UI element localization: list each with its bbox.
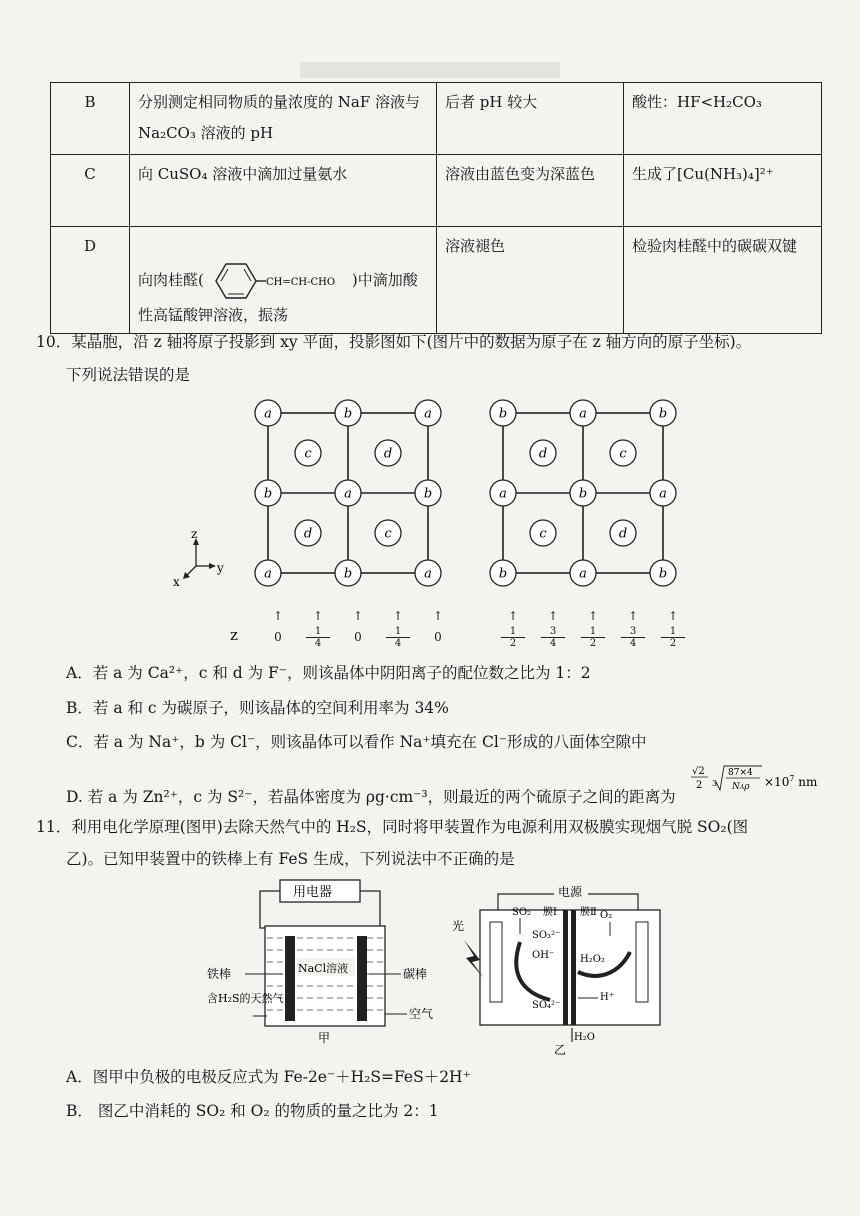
right-atom-label: a [499, 486, 507, 502]
row-phenomenon: 溶液由蓝色变为深蓝色 [437, 155, 624, 227]
o2-label: O₂ [600, 910, 613, 921]
row-operation [130, 227, 437, 334]
table-row [51, 227, 822, 334]
z-value: 0 [274, 630, 282, 644]
projection-right [485, 395, 680, 645]
left-atom-label: b [343, 566, 353, 582]
right-z-coordinate [661, 610, 685, 649]
left-atom-label: a [264, 406, 272, 422]
left-atom-label: a [344, 486, 352, 502]
q11-stem-line1: 11．利用电化学原理(图甲)去除天然气中的 H₂S，同时将甲装置作为电源利用双极膜实现烟气脱 SO₂(图 [36, 818, 749, 836]
svg-text:3: 3 [712, 779, 718, 788]
row-conclusion: 生成了[Cu(NH₃)₄]²⁺ [624, 155, 822, 227]
up-arrow-icon: ↑ [667, 609, 679, 623]
svg-text:87×4: 87×4 [728, 768, 753, 778]
op-suffix: )中滴加酸性高锰酸钾溶液，振荡 [138, 271, 418, 324]
row-option: D [51, 227, 130, 334]
left-atom-label: d [383, 446, 393, 462]
up-arrow-icon: ↑ [432, 609, 444, 623]
axis-z-label: z [191, 528, 198, 541]
power-label: 电源 [558, 885, 583, 899]
q10-option-d: D. 若 a 为 Zn²⁺，c 为 S²⁻，若晶体密度为 ρg·cm⁻³，则最近的两个硫原子之间的距离为 [66, 788, 676, 806]
so4-label: SO₄²⁻ [532, 1000, 561, 1011]
axis-y-label: y [217, 561, 224, 575]
left-atom-label: a [264, 566, 272, 582]
right-z-coordinate [581, 610, 605, 649]
z-value: 3 4 [541, 626, 565, 649]
row-conclusion: 酸性：HF<H₂CO₃ [624, 83, 822, 155]
air-label: 空气 [409, 1007, 434, 1021]
up-arrow-icon: ↑ [547, 609, 559, 623]
right-atom-label: b [498, 566, 508, 582]
row-operation: 分别测定相同物质的量浓度的 NaF 溶液与 Na₂CO₃ 溶液的 pH [130, 83, 437, 155]
left-z-coordinate [426, 610, 450, 644]
op-prefix: 向肉桂醛( [138, 271, 204, 289]
figure-jia [205, 878, 445, 1048]
row-conclusion: 检验肉桂醛中的碳碳双键 [624, 227, 822, 334]
svg-text:2: 2 [696, 780, 703, 791]
z-value: 1 4 [306, 626, 330, 649]
z-value: 1 2 [581, 626, 605, 649]
svg-text:×107 nm: $\times 10^7$ nm [764, 774, 818, 789]
table-row [51, 83, 822, 155]
left-z-coordinate [346, 610, 370, 644]
right-atom-label: c [619, 446, 627, 462]
z-value: 1 4 [386, 626, 410, 649]
device-label: 用电器 [293, 885, 333, 900]
up-arrow-icon: ↑ [507, 609, 519, 623]
xyz-axes [168, 528, 228, 588]
membrane1-label: 膜Ⅰ [543, 907, 557, 918]
z-value: 1 2 [501, 626, 525, 649]
row-option: C [51, 155, 130, 227]
so3-label: SO₃²⁻ [532, 930, 561, 941]
z-value: 1 2 [661, 626, 685, 649]
right-atom-label: b [498, 406, 508, 422]
right-atom-label: a [659, 486, 667, 502]
left-atom-label: b [343, 406, 353, 422]
row-phenomenon: 溶液褪色 [437, 227, 624, 334]
q10-option-c: C．若 a 为 Na⁺，b 为 Cl⁻，则该晶体可以看作 Na⁺填充在 Cl⁻形成的八面体空隙中 [66, 733, 647, 751]
cinnamaldehyde-structure [204, 261, 352, 301]
projection-left [250, 395, 445, 645]
h2o2-label: H₂O₂ [580, 954, 605, 965]
up-arrow-icon: ↑ [352, 609, 364, 623]
row-operation: 向 CuSO₄ 溶液中滴加过量氨水 [130, 155, 437, 227]
oh-label: OH⁻ [532, 950, 555, 961]
left-atom-label: b [263, 486, 273, 502]
right-z-coordinate [501, 610, 525, 649]
fig-yi-name: 乙 [554, 1043, 567, 1057]
q10-stem-line2: 下列说法错误的是 [66, 366, 191, 384]
right-z-coordinate [621, 610, 645, 649]
z-coordinate-row [230, 610, 700, 650]
left-atom-label: a [424, 566, 432, 582]
left-atom-label: c [384, 526, 392, 542]
right-z-coordinate [541, 610, 565, 649]
q10-option-b: B．若 a 和 c 为碳原子，则该晶体的空间利用率为 34% [66, 699, 449, 717]
q11-option-a: A．图甲中负极的电极反应式为 Fe-2e⁻＋H₂S=FeS＋2H⁺ [66, 1068, 471, 1086]
q11-stem-line2: 乙)。已知甲装置中的铁棒上有 FeS 生成，下列说法中不正确的是 [66, 850, 515, 868]
experiment-table [50, 82, 822, 334]
carbon-label: 碳棒 [403, 967, 428, 981]
right-atom-label: b [658, 406, 668, 422]
left-z-coordinate [266, 610, 290, 644]
header-smudge [300, 62, 560, 78]
up-arrow-icon: ↑ [392, 609, 404, 623]
axis-x-label: x [173, 575, 180, 588]
svg-text:NAρ: NAρ [732, 782, 750, 792]
up-arrow-icon: ↑ [587, 609, 599, 623]
left-z-coordinate [386, 610, 410, 649]
right-atom-label: d [538, 446, 548, 462]
z-row-label: z [230, 626, 238, 644]
right-atom-label: c [539, 526, 547, 542]
right-atom-label: a [579, 566, 587, 582]
q10-option-d-formula [690, 760, 840, 800]
right-atom-label: b [658, 566, 668, 582]
left-atom-label: c [304, 446, 312, 462]
gas-in-label: 含H₂S的天然气 [207, 992, 284, 1005]
right-atom-label: d [618, 526, 628, 542]
figure-yi [450, 882, 675, 1057]
left-atom-label: d [303, 526, 313, 542]
h-label: H⁺ [600, 992, 614, 1003]
iron-label: 铁棒 [207, 967, 232, 981]
membrane2-label: 膜Ⅱ [580, 907, 597, 918]
up-arrow-icon: ↑ [312, 609, 324, 623]
light-label: 光 [452, 919, 465, 933]
z-value: 0 [354, 630, 362, 644]
struct-formula-text: CH=CH-CHO [265, 277, 335, 288]
q11-option-b: B． 图乙中消耗的 SO₂ 和 O₂ 的物质的量之比为 2：1 [66, 1102, 439, 1120]
fig-jia-name: 甲 [318, 1031, 331, 1045]
solution-label: NaCl溶液 [298, 962, 349, 975]
z-value: 0 [434, 630, 442, 644]
so2-label: SO₂ [512, 907, 532, 918]
left-z-coordinate [306, 610, 330, 649]
table-row [51, 155, 822, 227]
z-value: 3 4 [621, 626, 645, 649]
right-atom-label: a [579, 406, 587, 422]
svg-text:√2: √2 [692, 766, 705, 777]
row-phenomenon: 后者 pH 较大 [437, 83, 624, 155]
row-option: B [51, 83, 130, 155]
q10-option-a: A．若 a 为 Ca²⁺，c 和 d 为 F⁻，则该晶体中阴阳离子的配位数之比为 1：2 [66, 664, 591, 682]
up-arrow-icon: ↑ [272, 609, 284, 623]
left-atom-label: b [423, 486, 433, 502]
h2o-label: H₂O [574, 1032, 595, 1043]
right-atom-label: b [578, 486, 588, 502]
q10-stem-line1: 10．某晶胞，沿 z 轴将原子投影到 xy 平面，投影图如下(图片中的数据为原子在 z 轴方向的原子坐标)。 [36, 333, 752, 351]
up-arrow-icon: ↑ [627, 609, 639, 623]
left-atom-label: a [424, 406, 432, 422]
